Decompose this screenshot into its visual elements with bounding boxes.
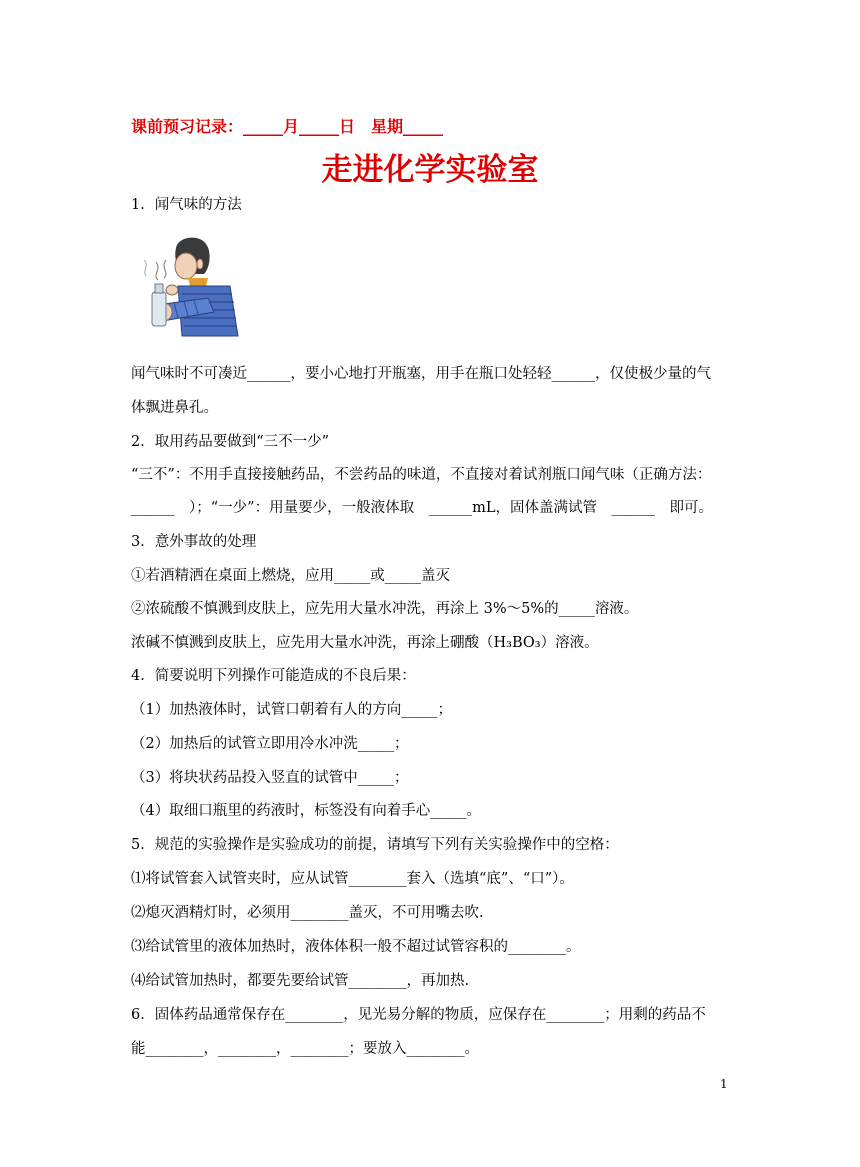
question-1-text-line-2: 体飘进鼻孔。	[131, 400, 218, 416]
question-5-item-4: ⑷给试管加热时，都要先要给试管________，再加热.	[131, 973, 470, 989]
question-4-item-4: （4）取细口瓶里的药液时，标签没有向着手心_____。	[131, 803, 481, 819]
preview-record-header: 课前预习记录：_____月_____日 星期_____	[131, 117, 444, 136]
question-6-line-1: 6．固体药品通常保存在________，见光易分解的物质，应保存在________；用剩的药品不	[131, 1007, 706, 1023]
question-3-item-3: 浓碱不慎溅到皮肤上，应先用大量水冲洗，再涂上硼酸（H₃BO₃）溶液。	[131, 635, 599, 651]
question-6-line-2: 能________，________，________；要放入________。	[131, 1041, 479, 1057]
question-3-heading: 3．意外事故的处理	[131, 534, 257, 550]
question-5-item-1: ⑴将试管套入试管夹时，应从试管________套入（选填“底”、“口”）。	[131, 871, 574, 887]
question-2-heading: 2．取用药品要做到“三不一少”	[131, 434, 330, 450]
question-3-item-2: ②浓硫酸不慎溅到皮肤上，应先用大量水冲洗，再涂上 3%～5%的_____溶液。	[131, 601, 639, 617]
question-4-item-2: （2）加热后的试管立即用冷水冲洗_____；	[131, 736, 409, 752]
question-4-item-1: （1）加热液体时，试管口朝着有人的方向_____；	[131, 702, 452, 718]
page-number: 1	[720, 1077, 728, 1091]
question-4-item-3: （3）将块状药品投入竖直的试管中_____；	[131, 770, 409, 786]
question-2-text-line-1: “三不”：不用手直接接触药品，不尝药品的味道，不直接对着试剂瓶口闻气味（正确方法：	[131, 467, 712, 483]
question-1-text-line-1: 闻气味时不可凑近______，要小心地打开瓶塞，用手在瓶口处轻轻______，仅使极少量的气	[131, 366, 711, 382]
question-5-heading: 5．规范的实验操作是实验成功的前提，请填写下列有关实验操作中的空格：	[131, 837, 619, 853]
question-1-heading: 1．闻气味的方法	[131, 197, 242, 213]
person-smelling-bottle-illustration	[138, 232, 243, 342]
question-3-item-1: ①若酒精洒在桌面上燃烧，应用_____或_____盖灭	[131, 568, 450, 584]
question-4-heading: 4．简要说明下列操作可能造成的不良后果：	[131, 668, 416, 684]
question-5-item-2: ⑵熄灭酒精灯时，必须用________盖灭，不可用嘴去吹.	[131, 905, 484, 921]
page-title: 走进化学实验室	[321, 152, 539, 188]
question-2-text-line-2: ______ ）；“一少”：用量要少，一般液体取 ______mL，固体盖满试管 ______ 即可。	[131, 500, 713, 516]
question-5-item-3: ⑶给试管里的液体加热时，液体体积一般不超过试管容积的________。	[131, 939, 581, 955]
